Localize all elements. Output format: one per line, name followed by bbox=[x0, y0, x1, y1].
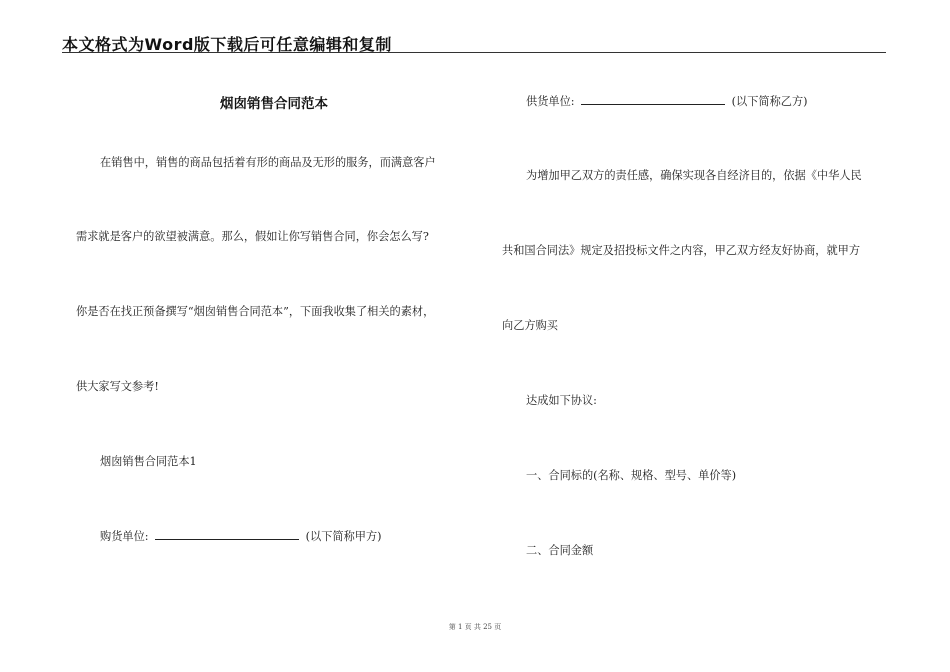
paragraph-line: 达成如下协议: bbox=[526, 394, 597, 407]
clause-line: 二、合同金额 bbox=[526, 544, 594, 557]
right-column bbox=[502, 0, 890, 672]
paragraph-line: 共和国合同法》规定及招投标文件之内容，甲乙双方经友好协商，就甲方 bbox=[502, 244, 861, 257]
paragraph-line: 为增加甲乙双方的责任感，确保实现各自经济目的，依据《中华人民 bbox=[526, 169, 862, 182]
document-title: 烟囱销售合同范本 bbox=[220, 96, 328, 112]
supplier-line bbox=[526, 93, 808, 109]
paragraph-line: 你是否在找正预备撰写“烟囱销售合同范本”，下面我收集了相关的素材， bbox=[76, 305, 435, 318]
paragraph-line: 供大家写文参考! bbox=[76, 380, 159, 393]
buyer-line bbox=[100, 528, 382, 544]
buyer-suffix: (以下简称甲方) bbox=[305, 530, 382, 543]
buyer-label: 购货单位: bbox=[100, 530, 149, 543]
sample-title: 烟囱销售合同范本1 bbox=[100, 455, 197, 468]
clause-line: 一、合同标的(名称、规格、型号、单价等) bbox=[526, 469, 737, 482]
supplier-blank-field bbox=[581, 96, 725, 105]
left-column bbox=[76, 0, 472, 672]
document-banner: 本文格式为Word版下载后可任意编辑和复制 bbox=[62, 35, 392, 54]
supplier-suffix: (以下简称乙方) bbox=[731, 95, 808, 108]
paragraph-line: 需求就是客户的欲望被满意。那么，假如让你写销售合同，你会怎么写? bbox=[76, 230, 429, 243]
page-footer: 第 1 页 共 25 页 bbox=[448, 623, 502, 631]
buyer-blank-field bbox=[155, 531, 299, 540]
paragraph-line: 向乙方购买 bbox=[502, 319, 558, 332]
supplier-label: 供货单位: bbox=[526, 95, 575, 108]
paragraph-line: 在销售中，销售的商品包括着有形的商品及无形的服务，而满意客户 bbox=[100, 156, 436, 169]
